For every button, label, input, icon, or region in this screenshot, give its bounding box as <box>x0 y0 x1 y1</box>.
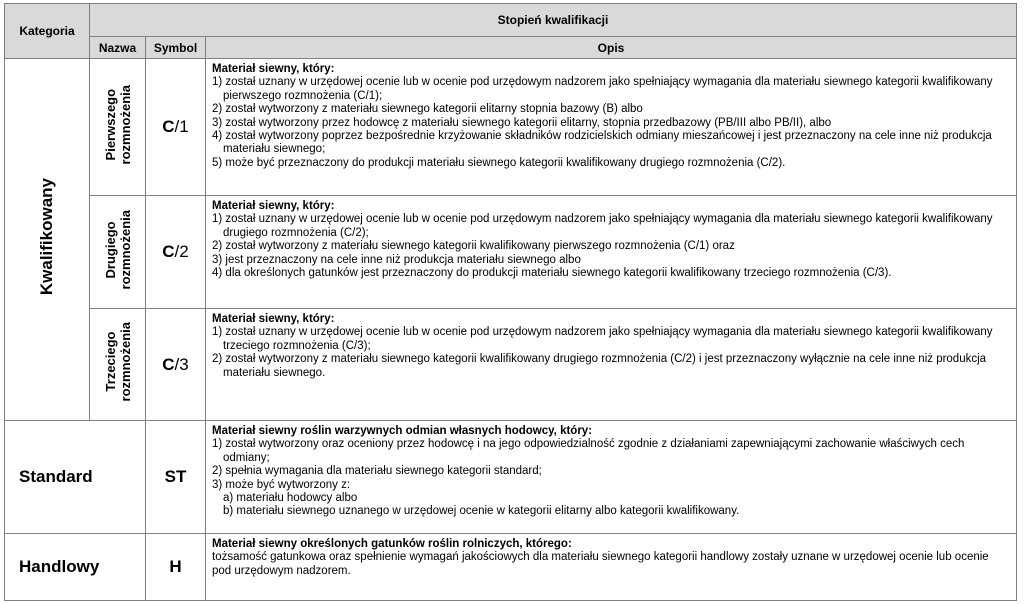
category-kwalifikowany: Kwalifikowany <box>5 59 90 421</box>
list-item: 2) został wytworzony z materiału siewnego kategorii kwalifikowany pierwszego rozmnożenia (C/1) oraz <box>212 240 735 253</box>
symbol-cell: C/2 <box>146 196 206 309</box>
description-cell: Materiał siewny, który: 1) został uznany w urzędowej ocenie lub w ocenie pod urzędowym nadzorem jako spełniający wymagania dla materiału siewnego kategorii kwalifikowany trzeciego rozmnożenia (C/3); 2) został wytworzony z materiału siewnego kategorii kwalifikowany drugiego rozmnożenia (C/2) i jest przeznaczony wyłącznie na cele inne niż produkcja materiału siewnego. <box>206 309 1017 421</box>
list-item: 2) został wytworzony z materiału siewnego kategorii kwalifikowany drugiego rozmnożenia (C/2) i jest przeznaczony wyłącznie na cele inne niż produkcja materiału siewnego. <box>212 353 987 379</box>
list-item: 3) może być wytworzony z: <box>212 478 351 491</box>
header-nazwa: Nazwa <box>90 37 146 59</box>
description-cell: Materiał siewny roślin warzywnych odmian własnych hodowcy, który: 1) został wytworzony oraz oceniony przez hodowcę i na jego odpowiedzialność zgodnie z działaniami zapewniającymi zachowanie właściwych cech odmiany; 2) spełnia wymagania dla materiału siewnego kategorii standard; 3) może być wytworzony z: a) materiału hodowcy albo b) materiału siewnego uznanego w urzędowej ocenie w kategorii elitarny albo kategorii kwalifikowany. <box>206 421 1017 534</box>
list-item: 4) został wytworzony poprzez bezpośrednie krzyżowanie składników rodzicielskich odmiany mieszańcowej i jest przeznaczony na cele inne niż produkcja materiału siewnego; <box>212 130 992 156</box>
symbol-cell: ST <box>146 421 206 534</box>
category-handlowy: Handlowy <box>5 534 146 601</box>
list-item: 5) może być przeznaczony do produkcji materiału siewnego kategorii kwalifikowany drugiego rozmnożenia (C/2). <box>212 156 786 169</box>
table-row <box>5 59 1017 196</box>
list-item: 2) został wytworzony z materiału siewnego kategorii elitarny stopnia bazowy (B) albo <box>212 103 643 116</box>
nazwa-cell: Drugiego rozmnożenia <box>90 196 146 309</box>
nazwa-cell: Trzeciego rozmnożenia <box>90 309 146 421</box>
nazwa-cell: Pierwszego rozmnożenia <box>90 59 146 196</box>
list-item: 2) spełnia wymagania dla materiału siewnego kategorii standard; <box>212 465 542 478</box>
header-symbol: Symbol <box>146 37 206 59</box>
list-item: 1) został uznany w urzędowej ocenie lub w ocenie pod urzędowym nadzorem jako spełniający wymagania dla materiału siewnego kategorii kwalifikowany pierwszego rozmnożenia (C/1); <box>212 76 993 102</box>
category-standard: Standard <box>5 421 146 534</box>
list-item: 1) został uznany w urzędowej ocenie lub w ocenie pod urzędowym nadzorem jako spełniający wymagania dla materiału siewnego kategorii kwalifikowany drugiego rozmnożenia (C/2); <box>212 213 993 239</box>
list-item: 1) został wytworzony oraz oceniony przez hodowcę i na jego odpowiedzialność zgodnie z działaniami zapewniającymi zachowanie właściwych cech odmiany; <box>212 438 965 464</box>
symbol-cell: C/3 <box>146 309 206 421</box>
symbol-cell: C/1 <box>146 59 206 196</box>
list-item: 1) został uznany w urzędowej ocenie lub w ocenie pod urzędowym nadzorem jako spełniający wymagania dla materiału siewnego kategorii kwalifikowany trzeciego rozmnożenia (C/3); <box>212 326 993 352</box>
table-row <box>5 196 1017 309</box>
description-cell: Materiał siewny, który: 1) został uznany w urzędowej ocenie lub w ocenie pod urzędowym nadzorem jako spełniający wymagania dla materiału siewnego kategorii kwalifikowany pierwszego rozmnożenia (C/1); 2) został wytworzony z materiału siewnego kategorii elitarny stopnia bazowy (B) albo 3) został wytworzony przez hodowcę z materiału siewnego kategorii elitarny, stopnia przedbazowy (PB/III albo PB/II), albo 4) został wytworzony poprzez bezpośrednie krzyżowanie składników rodzicielskich odmiany mieszańcowej i jest przeznaczony na cele inne niż produkcja materiału siewnego; 5) może być przeznaczony do produkcji materiału siewnego kategorii kwalifikowany drugiego rozmnożenia (C/2). <box>206 59 1017 196</box>
list-item: a) materiału hodowcy albo <box>223 492 358 505</box>
header-opis: Opis <box>206 37 1017 59</box>
description-cell: Materiał siewny, który: 1) został uznany w urzędowej ocenie lub w ocenie pod urzędowym nadzorem jako spełniający wymagania dla materiału siewnego kategorii kwalifikowany drugiego rozmnożenia (C/2); 2) został wytworzony z materiału siewnego kategorii kwalifikowany pierwszego rozmnożenia (C/1) oraz 3) jest przeznaczony na cele inne niż produkcja materiału siewnego albo 4) dla określonych gatunków jest przeznaczony do produkcji materiału siewnego kategorii kwalifikowany trzeciego rozmnożenia (C/3). <box>206 196 1017 309</box>
table-row <box>5 309 1017 421</box>
list-item: 3) jest przeznaczony na cele inne niż produkcja materiału siewnego albo <box>212 253 581 266</box>
list-item: 3) został wytworzony przez hodowcę z materiału siewnego kategorii elitarny, stopnia przedbazowy (PB/III albo PB/II), albo <box>212 116 832 129</box>
description-cell: Materiał siewny określonych gatunków roślin rolniczych, którego: tożsamość gatunkowa oraz spełnienie wymagań jakościowych dla materiału siewnego kategorii handlowy zostały uznane w urzędowej ocenie lub ocenie pod urzędowym nadzorem. <box>206 534 1017 601</box>
header-stopien: Stopień kwalifikacji <box>90 4 1017 37</box>
seed-category-table <box>4 3 1017 601</box>
header-kategoria: Kategoria <box>5 4 90 59</box>
list-item: 4) dla określonych gatunków jest przeznaczony do produkcji materiału siewnego kategorii kwalifikowany trzeciego rozmnożenia (C/3). <box>212 267 892 280</box>
list-item: b) materiału siewnego uznanego w urzędowej ocenie w kategorii elitarny albo kategorii kwalifikowany. <box>223 505 740 518</box>
table-row <box>5 421 1017 534</box>
table-row <box>5 534 1017 601</box>
symbol-cell: H <box>146 534 206 601</box>
